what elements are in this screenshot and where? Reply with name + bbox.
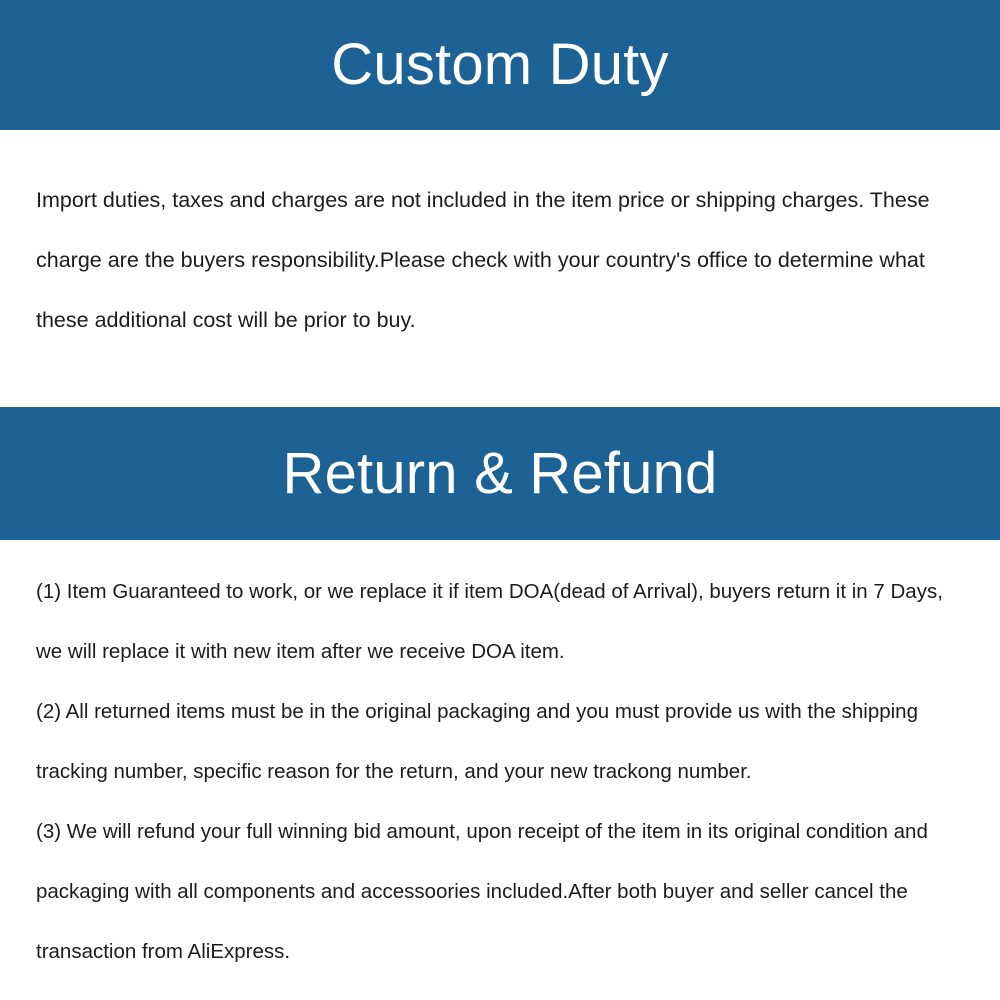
return-policy-item: (3) We will refund your full winning bid amount, upon receipt of the item in its original condition and packaging with all components and accessoories included.After both buyer and seller cancel the transaction from AliExpress. [36,820,928,963]
custom-duty-paragraph: Import duties, taxes and charges are not included in the item price or shipping charges. These charge are the buyers responsibility.Please check with your country's office to determine what these additional cost will be prior to buy. [36,188,930,332]
return-refund-body [0,540,1000,982]
return-refund-title: Return & Refund [282,440,718,506]
return-refund-header [0,407,1000,540]
custom-duty-header [0,0,1000,130]
custom-duty-body [0,130,1000,407]
custom-duty-title: Custom Duty [331,32,669,97]
return-policy-item: (2) All returned items must be in the original packaging and you must provide us with the shipping tracking number, specific reason for the return, and your new trackong number. [36,700,918,783]
return-policy-item: (1) Item Guaranteed to work, or we replace it if item DOA(dead of Arrival), buyers return it in 7 Days, we will replace it with new item after we receive DOA item. [36,580,943,663]
